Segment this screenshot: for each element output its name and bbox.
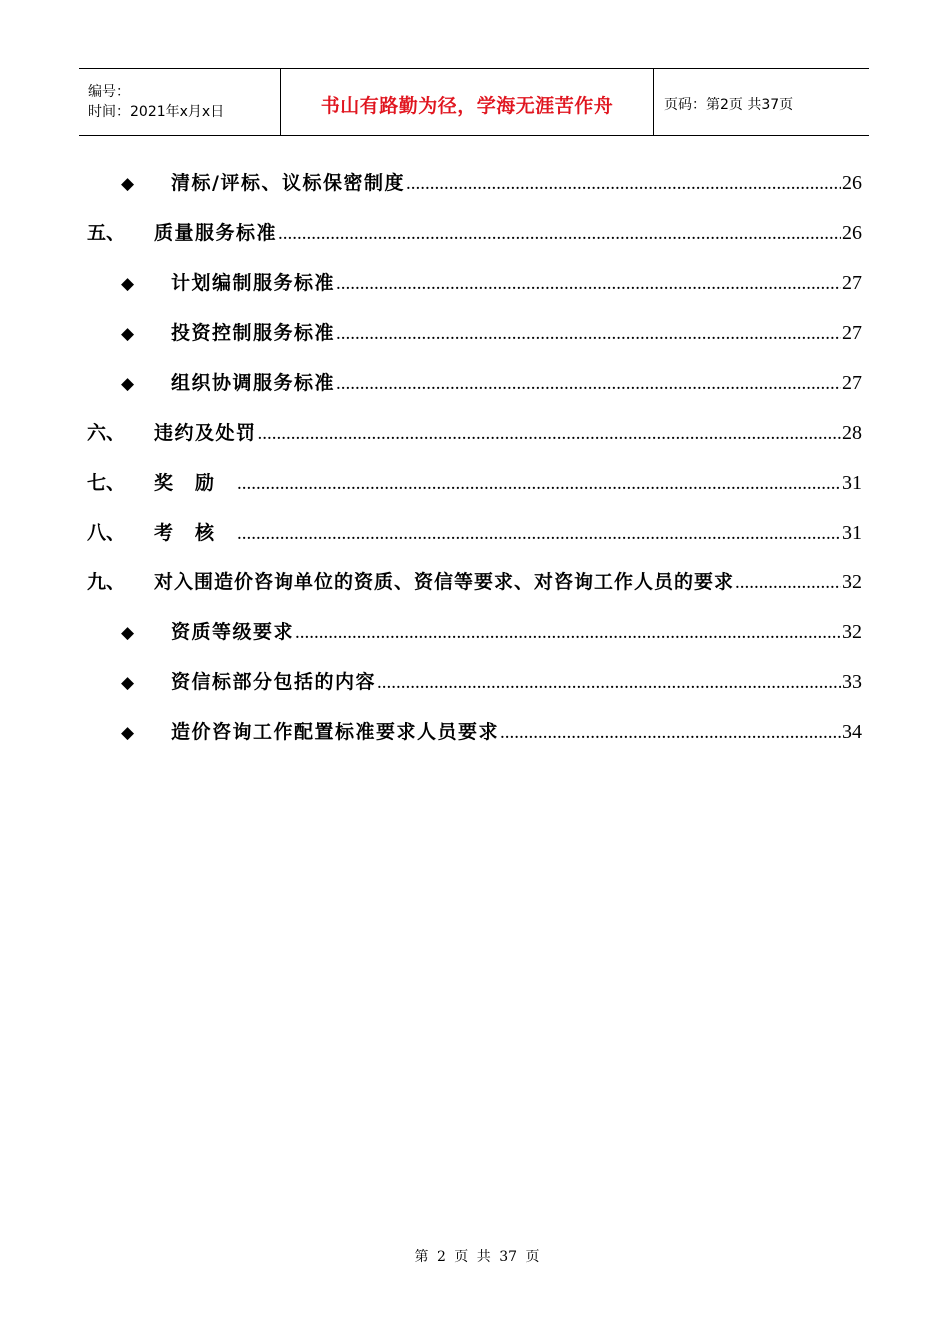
toc-entry[interactable] <box>87 218 862 248</box>
toc-entry[interactable] <box>121 717 862 747</box>
toc-entry[interactable] <box>121 617 862 647</box>
diamond-bullet-icon: ◆ <box>121 673 135 693</box>
toc-entry-page: 33 <box>842 671 862 693</box>
diamond-bullet-icon: ◆ <box>121 274 135 294</box>
toc-entry-page: 26 <box>842 172 862 194</box>
toc-entry[interactable] <box>87 567 862 597</box>
header-page-info: 页码：第2页 共37页 <box>664 97 794 113</box>
toc-entry-page: 27 <box>842 372 862 394</box>
dot-leader <box>258 419 841 449</box>
toc-entry-title: 资信标部分包括的内容 <box>171 671 377 693</box>
toc-section-number: 六、 <box>87 422 126 444</box>
toc-entry-page: 26 <box>842 222 862 244</box>
toc-entry-title: 对入围造价咨询单位的资质、资信等要求、对咨询工作人员的要求 <box>154 571 735 593</box>
dot-leader <box>336 319 841 349</box>
toc-entry-title: 投资控制服务标准 <box>171 322 336 344</box>
page-header <box>79 68 869 136</box>
toc-entry-title: 考核 <box>154 522 237 544</box>
toc-entry-title: 计划编制服务标准 <box>171 272 336 294</box>
dot-leader <box>237 519 841 549</box>
toc-entry[interactable] <box>121 368 862 398</box>
toc-section-number: 七、 <box>87 472 126 494</box>
diamond-bullet-icon: ◆ <box>121 623 135 643</box>
toc-entry-page: 31 <box>842 522 862 544</box>
toc-entry-page: 32 <box>842 621 862 643</box>
toc-entry-title: 资质等级要求 <box>171 621 295 643</box>
diamond-bullet-icon: ◆ <box>121 324 135 344</box>
toc-entry-title: 清标/评标、议标保密制度 <box>171 172 405 194</box>
toc-entry[interactable] <box>87 518 862 548</box>
dot-leader <box>278 219 841 249</box>
header-motto: 书山有路勤为径，学海无涯苦作舟 <box>281 69 654 135</box>
toc-entry-page: 28 <box>842 422 862 444</box>
dot-leader <box>237 469 841 499</box>
toc-entry[interactable] <box>87 418 862 448</box>
header-meta-cell <box>79 69 281 135</box>
toc-entry[interactable] <box>121 318 862 348</box>
toc-section-number: 五、 <box>87 222 126 244</box>
toc-section-number: 八、 <box>87 522 126 544</box>
dot-leader <box>377 668 841 698</box>
toc-entry-page: 31 <box>842 472 862 494</box>
dot-leader <box>735 568 841 598</box>
diamond-bullet-icon: ◆ <box>121 174 135 194</box>
document-time-label: 时间：2021年x月x日 <box>88 104 225 120</box>
diamond-bullet-icon: ◆ <box>121 374 135 394</box>
toc-entry-title: 违约及处罚 <box>154 422 257 444</box>
page-footer: 第 2 页 共 37 页 <box>414 1249 540 1265</box>
dot-leader <box>336 269 841 299</box>
toc-entry[interactable] <box>121 268 862 298</box>
toc-entry-title: 奖励 <box>154 472 237 494</box>
dot-leader <box>500 718 841 748</box>
toc-entry-page: 27 <box>842 272 862 294</box>
toc-entry-page: 34 <box>842 721 862 743</box>
toc-entry-title: 质量服务标准 <box>154 222 278 244</box>
dot-leader <box>406 169 841 199</box>
toc-entry[interactable] <box>121 168 862 198</box>
document-number-label: 编号： <box>88 84 130 100</box>
dot-leader <box>295 618 841 648</box>
toc-entry-title: 组织协调服务标准 <box>171 372 336 394</box>
dot-leader <box>336 369 841 399</box>
toc-section-number: 九、 <box>87 571 126 593</box>
toc-entry-page: 32 <box>842 571 862 593</box>
toc-entry-page: 27 <box>842 322 862 344</box>
toc-entry[interactable] <box>87 468 862 498</box>
toc-entry-title: 造价咨询工作配置标准要求人员要求 <box>171 721 500 743</box>
toc-entry[interactable] <box>121 667 862 697</box>
diamond-bullet-icon: ◆ <box>121 723 135 743</box>
